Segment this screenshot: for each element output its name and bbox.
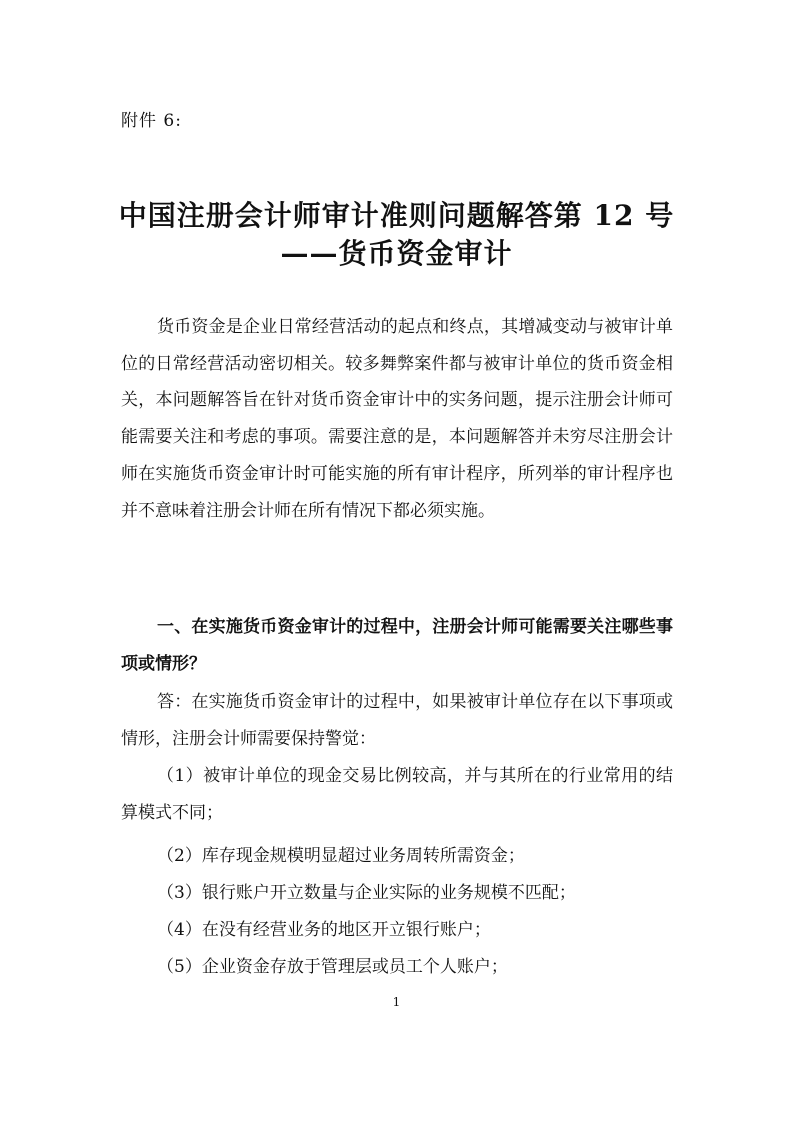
list-item-3: （3）银行账户开立数量与企业实际的业务规模不匹配； [157, 883, 576, 903]
list-item-4: （4）在没有经营业务的地区开立银行账户； [157, 920, 491, 940]
document-title-line2: ——货币资金审计 [280, 237, 513, 270]
section1-answer: 答：在实施货币资金审计的过程中，如果被审计单位存在以下事项或情形，注册会计师需要保持警觉： [121, 692, 673, 749]
intro-paragraph: 货币资金是企业日常经营活动的起点和终点，其增减变动与被审计单位的日常经营活动密切相关。较多舞弊案件都与被审计单位的货币资金相关，本问题解答旨在针对货币资金审计中的实务问题，提示注册会计师可能需要关注和考虑的事项。需要注意的是，本问题解答并未穷尽注册会计师在实施货币资金审计时可能实施的所有审计程序，所列举的审计程序也并不意味着注册会计师在所有情况下都必须实施。 [121, 317, 673, 521]
section1-heading: 一、在实施货币资金审计的过程中，注册会计师可能需要关注哪些事项或情形？ [121, 617, 673, 674]
list-item-5: （5）企业资金存放于管理层或员工个人账户； [157, 957, 508, 977]
page-number: 1 [392, 995, 401, 1009]
list-item-1: （1）被审计单位的现金交易比例较高，并与其所在的行业常用的结算模式不同； [121, 766, 673, 823]
attachment-label: 附件 6: [121, 111, 182, 131]
list-item-2: （2）库存现金规模明显超过业务周转所需资金； [157, 846, 525, 866]
document-title-line1: 中国注册会计师审计准则问题解答第 12 号 [118, 199, 675, 232]
